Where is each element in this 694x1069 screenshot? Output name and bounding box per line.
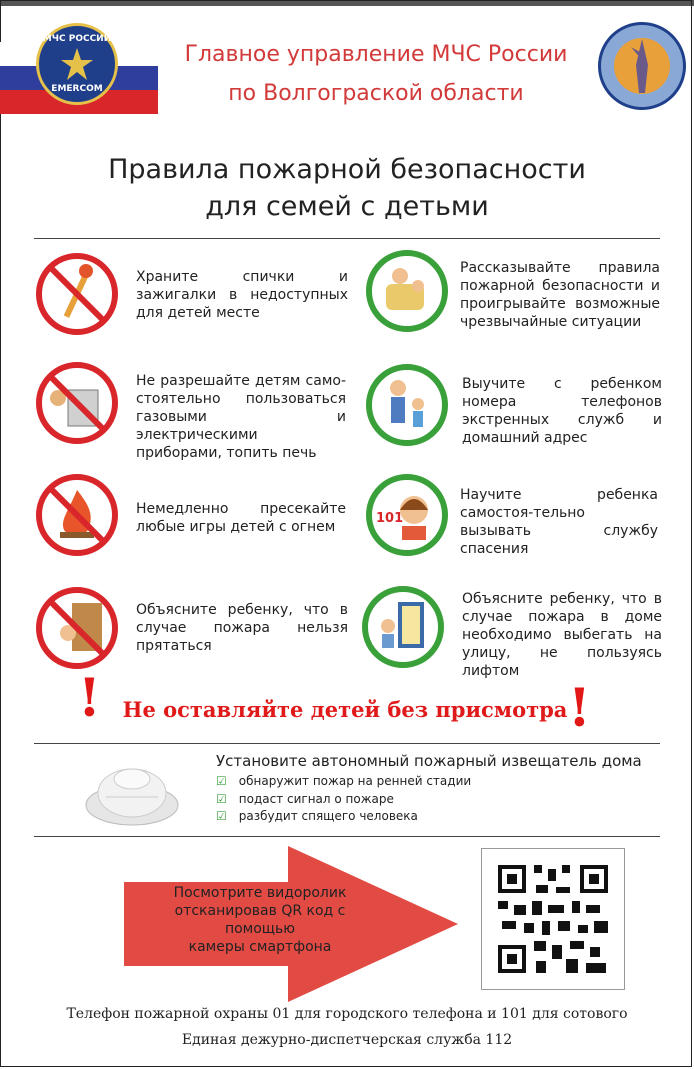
video-instruction: Посмотрите видоролик отсканировав QR код с помощью камеры смартфона — [173, 885, 347, 955]
list-item: ☑ подаст сигнал о пожаре — [216, 792, 394, 806]
smoke-detector-icon — [84, 753, 180, 831]
qr-code-icon — [482, 849, 624, 989]
qr-code[interactable] — [481, 848, 625, 990]
checkbox-icon: ☑ — [216, 774, 227, 788]
list-item: ☑ разбудит спящего человека — [216, 809, 418, 823]
rule-text: Храните спички и зажигалки в недоступных для детей месте — [136, 269, 348, 321]
org-name-line1: Главное управление МЧС России — [184, 42, 568, 67]
rule-text: Объясните ребенку, что в случае пожара в доме необходимо выбегать на улицу, не пользуясь лифтом — [462, 591, 662, 679]
fire-prohibited-icon — [36, 474, 118, 556]
warning-text: Не оставляйте детей без присмотра — [122, 697, 568, 722]
rule-text: Выучите с ребенком номера телефонов экстренных служб и домашний адрес — [462, 376, 662, 446]
list-item: ☑ обнаружит пожар на ренней стадии — [216, 774, 472, 788]
phone-101-icon — [366, 474, 448, 556]
family-talk-icon — [366, 250, 448, 332]
rule-text: Немедленно пресекайте любые игры детей с огнем — [136, 501, 346, 535]
rule-text: Объясните ребенку, что в случае пожара нельзя прятаться — [136, 602, 348, 654]
footer-dispatch-line: Единая дежурно-диспетчерская служба 112 — [181, 1032, 513, 1048]
page-title-line1: Правила пожарной безопасности — [108, 154, 586, 185]
rule-text: Научите ребенка самостоя-тельно вызывать службу спасения — [460, 487, 658, 557]
page-title-line2: для семей с детьми — [205, 191, 489, 222]
learn-numbers-icon — [366, 364, 448, 446]
divider — [34, 743, 660, 744]
stove-prohibited-icon — [36, 362, 118, 444]
logo-top-text: МЧС РОССИИ — [42, 34, 112, 44]
hiding-prohibited-icon — [36, 587, 118, 669]
detector-title: Установите автономный пожарный извещатель дома — [216, 752, 642, 770]
checkbox-icon: ☑ — [216, 792, 227, 806]
star-icon — [60, 47, 94, 81]
org-name-line2: по Волгограской области — [228, 81, 524, 106]
exclamation-right-icon: ! — [568, 678, 591, 739]
footer-phone-line: Телефон пожарной охраны 01 для городского телефона и 101 для сотового — [66, 1006, 628, 1022]
rule-text: Не разрешайте детям само-стоятельно пользоваться газовыми и электрическими приборами, топить печь — [136, 373, 346, 461]
checkbox-icon: ☑ — [216, 809, 227, 823]
regional-emblem — [598, 22, 686, 110]
emercom-logo — [36, 23, 118, 105]
divider — [34, 238, 660, 239]
monument-icon — [601, 25, 683, 107]
exclamation-left-icon: ! — [78, 668, 101, 729]
logo-bottom-text: EMERCOM — [51, 84, 103, 94]
divider — [34, 836, 660, 837]
rule-text: Рассказывайте правила пожарной безопасности и проигрывайте возможные чрезвычайные ситуации — [460, 260, 660, 330]
badge-101: 101 — [376, 511, 404, 526]
exit-door-icon — [362, 586, 444, 668]
matches-prohibited-icon — [36, 253, 118, 335]
